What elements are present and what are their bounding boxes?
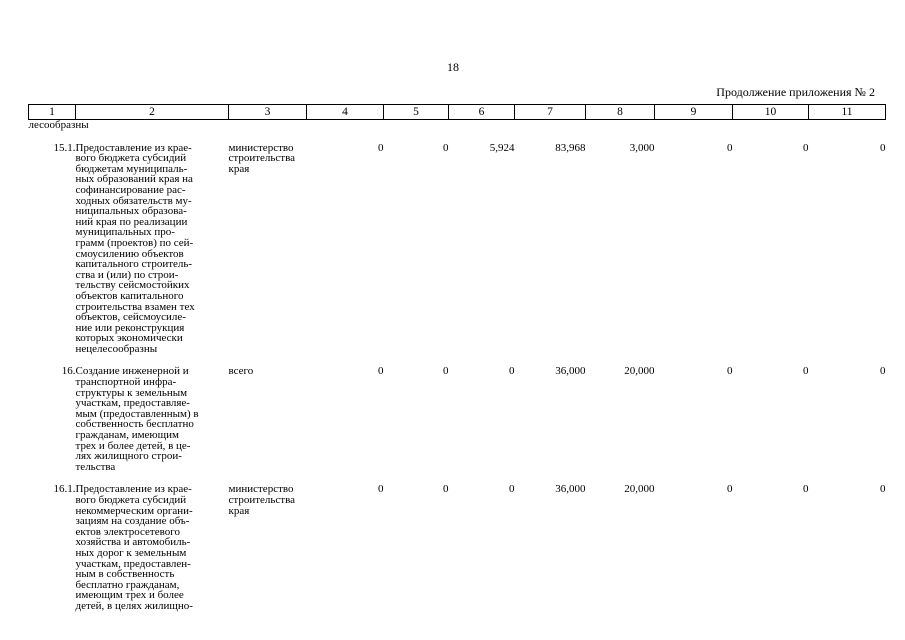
row-value-col4: 0 — [378, 141, 384, 154]
table-row — [29, 143, 886, 355]
row-value-col6: 0 — [509, 365, 515, 378]
column-header-4: 4 — [307, 105, 384, 120]
row-number: 15.1. — [53, 141, 76, 154]
column-header-7: 7 — [515, 105, 586, 120]
row-description: Предоставление из крае- вого бюджета субсидий некоммерческим органи- зациям на создание объ- ектов электросетевого хозяйства и автомобиль- ных дорог к земельным участкам, предоставлен- ным в собственность бесплатно гражданам, имеющим трех и более детей, в целях жилищно- — [75, 483, 193, 612]
row-value-col7: 36,000 — [555, 365, 586, 378]
row-value-col8: 20,000 — [624, 483, 655, 496]
row-executor: всего — [228, 365, 254, 378]
row-description: Создание инженерной и транспортной инфра- структуры к земельным участкам, предоставляе- мым (предоставленным) в собственность бесплатно гражданам, имеющим трех и более детей, в це- лях жилищного строи- тельства — [75, 365, 199, 473]
row-value-col10: 0 — [803, 365, 809, 378]
row-value-col6: 0 — [509, 483, 515, 496]
row-value-col5: 0 — [443, 365, 449, 378]
row-value-col10: 0 — [803, 141, 809, 154]
row-value-col7: 83,968 — [555, 141, 586, 154]
table-row — [29, 484, 886, 611]
row-value-col9: 0 — [727, 141, 733, 154]
row-value-col7: 36,000 — [555, 483, 586, 496]
row-description: Предоставление из крае- вого бюджета субсидий бюджетам муниципаль- ных образований края на софинансирование рас- ходных обязательств му- ниципальных образова- ний края по реализации муниципальных про- грамм (проектов) по сей- смоусилению объектов капитального строитель- ства и (или) по строи- тельству сейсмостойких объектов капитального строительства взамен тех объектов, сейсмоусиле- ние или реконструкция которых экономически нецелесообразны — [75, 141, 195, 355]
previous-row-tail-text: лесообразны — [28, 119, 89, 131]
row-value-col8: 3,000 — [629, 141, 655, 154]
row-value-col11: 0 — [880, 141, 886, 154]
page-number: 18 — [447, 60, 459, 74]
row-value-col5: 0 — [443, 483, 449, 496]
row-number: 16. — [61, 365, 76, 378]
column-header-2: 2 — [76, 105, 229, 120]
column-header-11: 11 — [809, 105, 886, 120]
column-header-5: 5 — [384, 105, 449, 120]
column-number-header-row — [29, 105, 886, 120]
row-value-col11: 0 — [880, 365, 886, 378]
previous-row-tail — [29, 120, 886, 131]
column-header-10: 10 — [733, 105, 809, 120]
row-value-col6: 5,924 — [489, 141, 515, 154]
column-header-1: 1 — [29, 105, 76, 120]
row-executor: министерство строительства края — [228, 483, 296, 517]
row-value-col5: 0 — [443, 141, 449, 154]
table-row — [29, 366, 886, 472]
row-value-col11: 0 — [880, 483, 886, 496]
row-executor: министерство строительства края — [228, 141, 296, 175]
row-value-col4: 0 — [378, 365, 384, 378]
column-header-6: 6 — [449, 105, 515, 120]
column-header-3: 3 — [229, 105, 307, 120]
row-value-col9: 0 — [727, 365, 733, 378]
row-value-col10: 0 — [803, 483, 809, 496]
column-header-9: 9 — [655, 105, 733, 120]
column-header-8: 8 — [586, 105, 655, 120]
appendix-continuation-label: Продолжение приложения № 2 — [716, 85, 875, 99]
row-value-col8: 20,000 — [624, 365, 655, 378]
row-value-col9: 0 — [727, 483, 733, 496]
row-value-col4: 0 — [378, 483, 384, 496]
row-number: 16.1. — [53, 483, 76, 496]
budget-table — [28, 104, 886, 612]
